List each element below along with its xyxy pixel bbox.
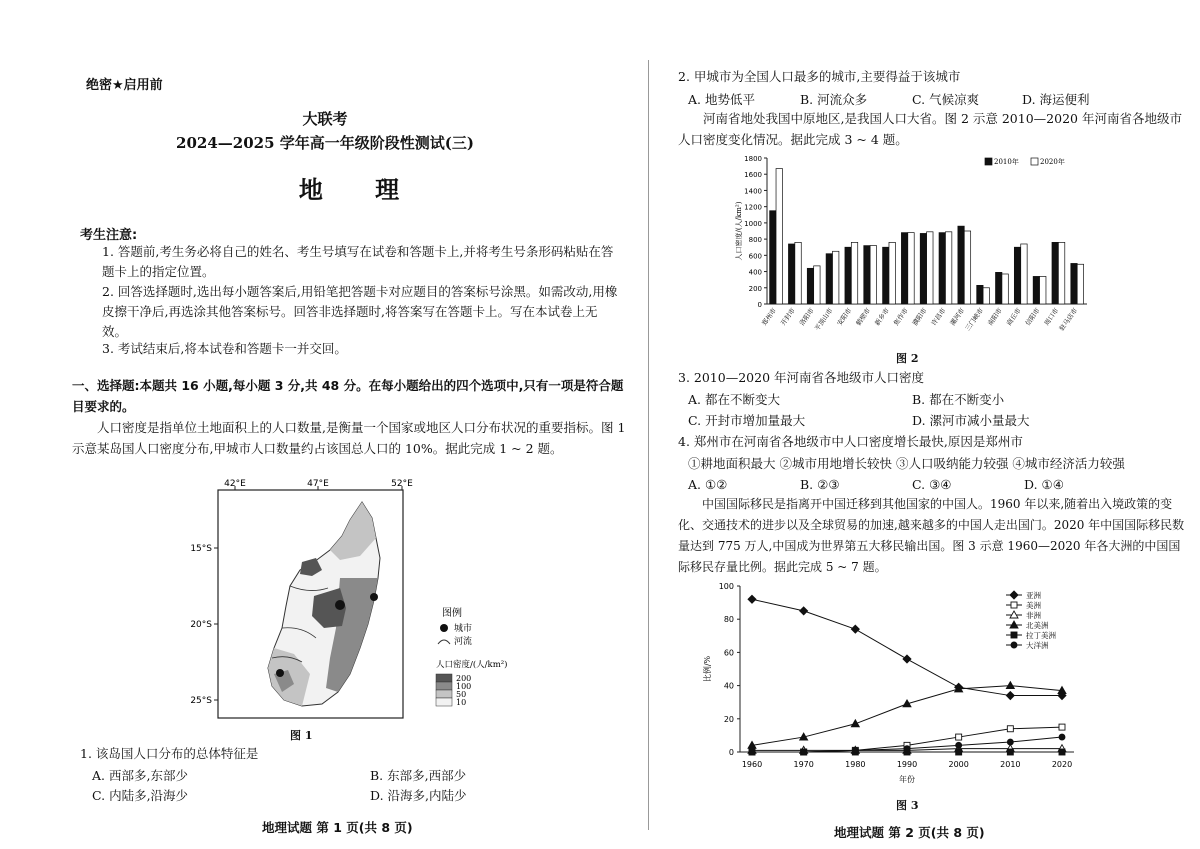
legend-density-title: 人口密度/(人/km²): [436, 660, 508, 670]
legend-swatch-50: [436, 690, 452, 698]
data-point: [1007, 739, 1013, 745]
intro-q3-4: 河南省地处我国中原地区,是我国人口大省。图 2 示意 2010—2020 年河南省各地级市人口密度变化情况。据此完成 3 ~ 4 题。: [678, 111, 1182, 147]
bar: [958, 226, 964, 304]
bar: [826, 254, 832, 304]
data-point: [903, 655, 911, 663]
q4-option-a[interactable]: A. ①②: [688, 477, 728, 492]
bar: [1040, 276, 1046, 304]
y-tick-label: 0: [728, 748, 734, 757]
bar: [983, 288, 989, 304]
bar: [920, 233, 926, 304]
x-tick-label: 1970: [793, 760, 814, 769]
q4-stem: 4. 郑州市在河南省各地级市中人口密度增长最快,原因是郑州市: [678, 434, 1023, 449]
x-tick-label: 焦作市: [892, 306, 910, 328]
bar: [833, 251, 839, 304]
bar: [1077, 264, 1083, 304]
x-tick-label: 商丘市: [1005, 306, 1023, 328]
figure3-line-chart: [700, 580, 1100, 800]
y-tick-label: 1400: [744, 187, 762, 196]
data-point: [956, 734, 962, 740]
city-dot-capital: [335, 600, 345, 610]
bar: [977, 285, 983, 304]
x-tick-label: 许昌市: [929, 306, 948, 328]
bar: [870, 246, 876, 304]
confidential-tag: 绝密★启用前: [86, 78, 163, 93]
x-tick-label: 2010: [1000, 760, 1021, 769]
y-tick-label: 1000: [744, 219, 762, 228]
intro-q5-7: 中国国际移民是指离开中国迁移到其他国家的中国人。1960 年以来,随着出入境政策的变化、交通技术的进步以及全球贸易的加速,越来越多的中国人走出国门。2020 年中国国际移民数量达到 775 万人,中国成为世界第五大移民输出国。图 3 示意 1960—2020 年各大洲的中国国际移民存量比例。据此完成 5 ~ 7 题。: [678, 497, 1185, 574]
x-tick-label: 周口市: [1042, 306, 1061, 328]
bar: [776, 169, 782, 304]
q1-option-a[interactable]: A. 西部多,东部少: [92, 768, 188, 783]
data-point: [956, 742, 962, 748]
bar: [1058, 242, 1064, 304]
bar: [1014, 247, 1020, 304]
figure2-bar-chart: [735, 150, 1105, 375]
legend-swatch-200: [436, 674, 452, 682]
notice-item-1: 1. 答题前,考生务必将自己的姓名、考生号填写在试卷和答题卡上,并将考生号条形码粘贴在答题卡上的指定位置。: [102, 244, 614, 279]
data-point: [1006, 682, 1014, 689]
figure3-caption: 图 3: [896, 799, 919, 812]
q1-stem: 1. 该岛国人口分布的总体特征是: [80, 746, 259, 761]
legend-title: 图例: [442, 608, 462, 619]
bar: [908, 233, 914, 304]
y-tick-label: 1600: [744, 171, 762, 180]
y-tick-label: 80: [723, 615, 734, 625]
bar: [889, 242, 895, 304]
data-point: [1059, 724, 1065, 730]
q1-option-b[interactable]: B. 东部多,西部少: [370, 768, 467, 783]
subject-title: 地 理: [298, 176, 422, 204]
legend-label: 2020年: [1040, 158, 1065, 166]
figure2-caption: 图 2: [896, 352, 919, 365]
data-point: [1011, 632, 1017, 638]
bar: [864, 246, 870, 304]
q3-option-d[interactable]: D. 漯河市减小量最大: [912, 413, 1030, 428]
legend-label: 非洲: [1026, 611, 1041, 620]
bar: [883, 247, 889, 304]
intro-q1-2: 人口密度是指单位土地面积上的人口数量,是衡量一个国家或地区人口分布状况的重要指标。图 1 示意某岛国人口密度分布,甲城市人口数量约占该国总人口的 10%。据此完成 1 ~ 2 题。: [72, 420, 626, 456]
figure1-caption: 图 1: [290, 729, 313, 742]
x-tick-label: 2020: [1051, 760, 1073, 769]
bar: [964, 231, 970, 304]
bar: [788, 244, 794, 304]
city-dot-east: [370, 593, 378, 601]
data-point: [1010, 591, 1018, 599]
footer-right: 地理试题 第 2 页(共 8 页): [834, 825, 985, 840]
data-point: [851, 720, 859, 727]
x-tick-label: 洛阳市: [797, 306, 816, 328]
bar: [770, 211, 776, 304]
x-tick-label: 安阳市: [835, 306, 854, 328]
data-point: [1007, 749, 1013, 755]
x-tick-label: 驻马店市: [1057, 306, 1080, 333]
x-tick-label: 1980: [845, 760, 866, 769]
lon-label-2: 47°E: [307, 479, 329, 489]
x-tick-label: 新乡市: [873, 306, 891, 328]
legend-label: 拉丁美洲: [1026, 631, 1056, 640]
legend-swatch: [1031, 158, 1038, 165]
legend-swatch-100: [436, 682, 452, 690]
x-tick-label: 1990: [896, 760, 918, 769]
data-point: [956, 749, 962, 755]
y-tick-label: 600: [748, 252, 762, 261]
y-tick-label: 100: [718, 582, 734, 591]
data-point: [748, 595, 756, 603]
bar: [996, 272, 1002, 304]
notice-item-2: 2. 回答选择题时,选出每小题答案后,用铅笔把答题卡对应题目的答案标号涂黑。如需改动,用橡皮擦干净后,再选涂其他答案标号。回答非选择题时,将答案写在答题卡上。写在本试卷上无效。: [102, 284, 618, 339]
legend-river-label: 河流: [454, 637, 473, 647]
bar: [1021, 244, 1027, 304]
q3-option-b[interactable]: B. 都在不断变小: [912, 392, 1005, 407]
x-tick-label: 南阳市: [986, 306, 1004, 328]
legend-label: 北美洲: [1026, 621, 1049, 630]
y-tick-label: 1800: [744, 155, 762, 163]
x-tick-label: 信阳市: [1023, 306, 1042, 328]
bar: [927, 232, 933, 304]
notice-title: 考生注意:: [80, 228, 138, 243]
lat-label-2: 20°S: [190, 620, 212, 630]
legend-city-dot: [440, 624, 448, 632]
y-tick-label: 60: [723, 648, 734, 658]
q2-option-a[interactable]: A. 地势低平: [688, 92, 755, 107]
legend-swatch: [985, 158, 992, 165]
legend-label: 2010年: [994, 158, 1019, 166]
x-axis-label: 年份: [899, 775, 915, 784]
data-point: [1011, 642, 1017, 648]
data-point: [851, 625, 859, 633]
series-line: [752, 686, 1062, 746]
x-tick-label: 郑州市: [760, 306, 779, 328]
legend-level-100: 100: [456, 682, 472, 691]
data-point: [1007, 726, 1013, 732]
legend-label: 美洲: [1026, 601, 1041, 610]
q3-stem: 3. 2010—2020 年河南省各地级市人口密度: [678, 370, 924, 385]
legend-level-10: 10: [456, 698, 467, 707]
figure1-map: [190, 478, 550, 723]
page-divider: [648, 60, 649, 830]
y-tick-label: 40: [723, 681, 734, 691]
exam-name: 大联考: [302, 110, 348, 128]
lat-label-3: 25°S: [190, 696, 212, 706]
y-tick-label: 800: [748, 236, 762, 245]
bar: [1052, 242, 1058, 304]
data-point: [801, 749, 807, 755]
notice-item-3: 3. 考试结束后,将本试卷和答题卡一并交回。: [102, 341, 347, 356]
data-point: [749, 749, 755, 755]
data-point: [1059, 734, 1065, 740]
legend-level-200: 200: [456, 674, 472, 683]
legend-label: 大洋洲: [1026, 641, 1049, 650]
legend-label: 亚洲: [1026, 591, 1041, 600]
data-point: [800, 607, 808, 615]
bar: [795, 242, 801, 304]
y-tick-label: 400: [748, 268, 762, 277]
x-tick-label: 漯河市: [948, 306, 967, 328]
bar: [901, 233, 907, 304]
q2-option-c[interactable]: C. 气候凉爽: [912, 92, 980, 107]
exam-subtitle: 2024—2025 学年高一年级阶段性测试(三): [176, 134, 474, 152]
lon-label-1: 42°E: [224, 479, 246, 489]
lat-label-1: 15°S: [190, 544, 212, 554]
x-tick-label: 开封市: [779, 306, 797, 328]
lon-label-3: 52°E: [391, 479, 413, 489]
x-tick-label: 平顶山市: [813, 306, 835, 333]
bar: [945, 232, 951, 304]
y-tick-label: 200: [748, 284, 762, 293]
data-point: [1059, 749, 1065, 755]
bar: [845, 247, 851, 304]
bar: [851, 242, 857, 304]
q1-option-d[interactable]: D. 沿海多,内陆少: [370, 788, 467, 803]
y-tick-label: 1200: [744, 203, 762, 212]
x-tick-label: 1960: [741, 760, 763, 769]
bar: [814, 266, 820, 304]
q3-option-c[interactable]: C. 开封市增加量最大: [688, 413, 806, 428]
legend-city-label: 城市: [454, 624, 473, 634]
legend-level-50: 50: [456, 690, 467, 699]
q2-option-d[interactable]: D. 海运便利: [1022, 92, 1090, 107]
q4-option-d[interactable]: D. ①④: [1024, 477, 1064, 492]
data-point: [1011, 602, 1017, 608]
x-tick-label: 三门峡市: [963, 306, 986, 333]
data-point: [852, 747, 858, 753]
bar: [807, 268, 813, 304]
footer-left: 地理试题 第 1 页(共 8 页): [262, 820, 413, 835]
legend-swatch-10: [436, 698, 452, 706]
y-tick-label: 0: [757, 301, 762, 309]
y-tick-label: 20: [723, 714, 734, 724]
data-point: [1006, 692, 1014, 700]
bar: [1002, 274, 1008, 304]
y-axis-label: 人口密度/(人/km²): [735, 201, 743, 261]
city-dot-southwest: [276, 669, 284, 677]
q2-option-b[interactable]: B. 河流众多: [800, 92, 868, 107]
y-axis-label: 比例/%: [703, 655, 712, 683]
legend-river-icon: [438, 640, 450, 644]
bar: [939, 233, 945, 304]
q4-option-c[interactable]: C. ③④: [912, 477, 952, 492]
q3-option-a[interactable]: A. 都在不断变大: [688, 392, 780, 407]
q4-statements: ①耕地面积最大 ②城市用地增长较快 ③人口吸纳能力较强 ④城市经济活力较强: [688, 456, 1125, 471]
x-tick-label: 濮阳市: [910, 306, 929, 328]
x-tick-label: 鹤壁市: [854, 306, 873, 328]
q2-stem: 2. 甲城市为全国人口最多的城市,主要得益于该城市: [678, 69, 961, 84]
bar: [1033, 276, 1039, 304]
bar: [1071, 263, 1077, 304]
data-point: [904, 746, 910, 752]
section-title: 一、选择题:本题共 16 小题,每小题 3 分,共 48 分。在每小题给出的四个选项中,只有一项是符合题目要求的。: [72, 378, 624, 414]
q1-option-c[interactable]: C. 内陆多,沿海少: [92, 788, 189, 803]
q4-option-b[interactable]: B. ②③: [800, 477, 840, 492]
x-tick-label: 2000: [948, 760, 969, 769]
